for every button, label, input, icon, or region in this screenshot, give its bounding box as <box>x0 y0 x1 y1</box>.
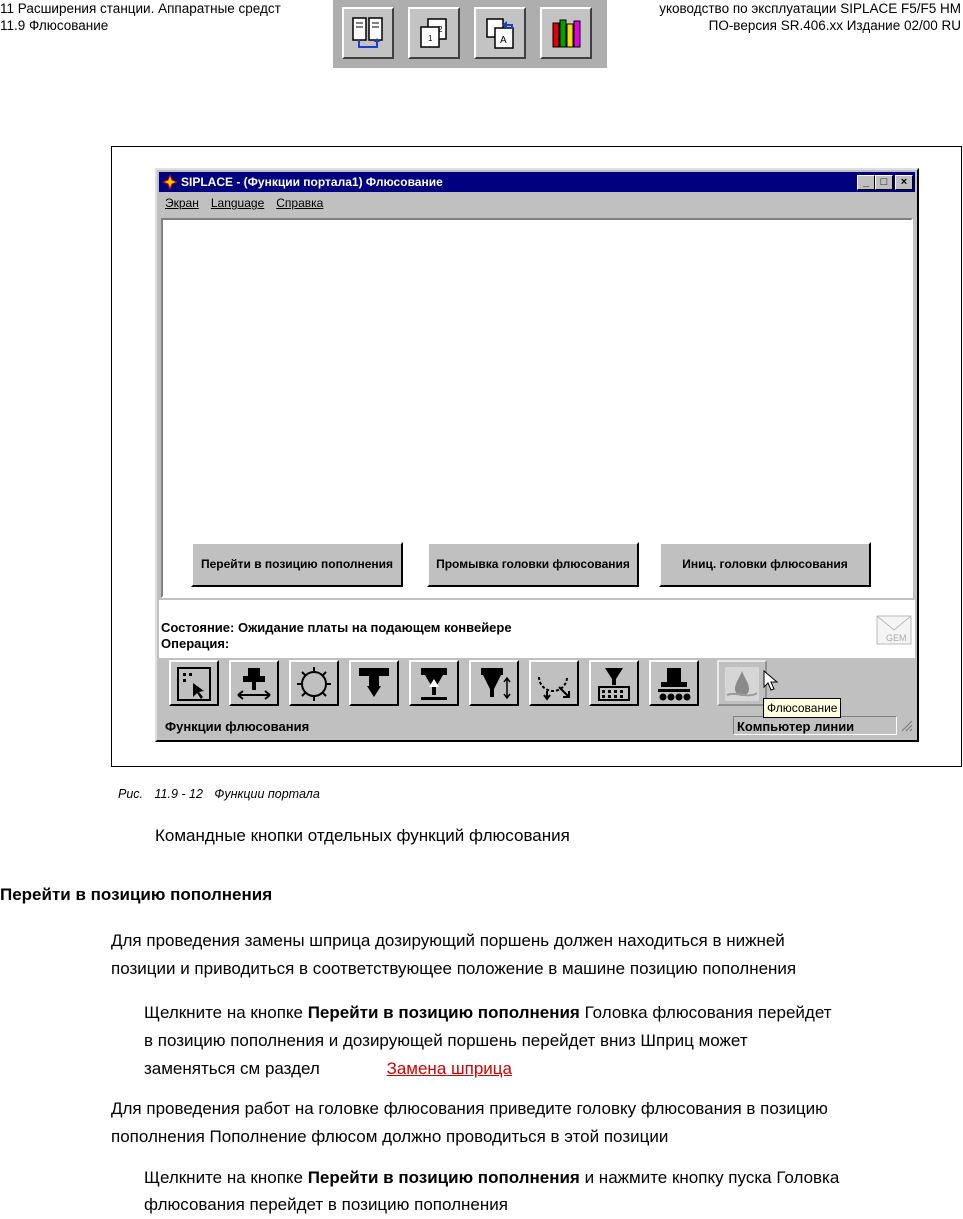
flush-flux-head-button[interactable]: Промывка головки флюсования <box>427 542 639 587</box>
step1-line3-pre: заменяться см раздел <box>144 1059 325 1078</box>
back-icon <box>482 15 518 51</box>
select-cursor-icon <box>175 665 213 703</box>
para2-line1: Для проведения работ на головке флюсования приведите головку флюсования в позицию <box>111 1099 828 1118</box>
caption-prefix: Рис. <box>118 787 144 801</box>
tool-revolver-button[interactable] <box>289 660 339 706</box>
tool-feeder-button[interactable] <box>589 660 639 706</box>
operation-label: Операция: <box>161 636 230 651</box>
close-button[interactable]: × <box>895 175 913 190</box>
figure-caption <box>118 787 320 801</box>
tool-revolver-rotate-button[interactable] <box>529 660 579 706</box>
statusbar-left: Функции флюсования <box>165 719 310 734</box>
mouse-cursor-icon <box>763 670 779 692</box>
head-move-icon <box>235 665 273 703</box>
step1-pre: Щелкните на кнопке <box>144 1003 308 1022</box>
step2-bold: Перейти в позицию пополнения <box>307 1168 580 1187</box>
menu-screen[interactable]: Экран <box>165 196 199 210</box>
toc-button[interactable] <box>342 7 394 59</box>
fluxing-tooltip: Флюсование <box>763 698 841 718</box>
tool-conveyor-button[interactable] <box>649 660 699 706</box>
step1-line3 <box>144 1056 512 1082</box>
tool-nozzle-height-button[interactable] <box>469 660 519 706</box>
step2-pre: Щелкните на кнопке <box>144 1168 308 1187</box>
pages-button[interactable] <box>408 7 460 59</box>
para1-line1: Для проведения замены шприца дозирующий поршень должен находиться в нижней <box>111 931 785 950</box>
revolver-icon <box>295 665 333 703</box>
step2-line1 <box>144 1165 839 1191</box>
siplace-app-icon <box>162 174 178 190</box>
step2-line2: флюсования перейдет в позицию пополнения <box>144 1195 508 1214</box>
window-titlebar[interactable] <box>159 172 915 192</box>
feeder-icon <box>595 665 633 703</box>
library-button[interactable] <box>540 7 592 59</box>
tool-pickup-down-button[interactable] <box>349 660 399 706</box>
menu-language[interactable]: Language <box>210 196 265 210</box>
tool-fluxing-button[interactable] <box>717 660 767 706</box>
header-left-line2: 11.9 Флюсование <box>0 18 109 33</box>
init-flux-head-button[interactable]: Иниц. головки флюсования <box>659 542 871 587</box>
fluxing-icon <box>723 665 761 703</box>
svg-text:1: 1 <box>428 34 433 43</box>
resize-grip-icon[interactable] <box>901 720 913 732</box>
document-nav-toolbar <box>333 0 607 68</box>
svg-text:2: 2 <box>438 25 443 34</box>
toc-icon <box>350 15 386 51</box>
header-right-line2: ПО-версия SR.406.xx Издание 02/00 RU <box>708 18 961 33</box>
nozzle-height-icon <box>475 665 513 703</box>
gem-label: GEM <box>886 633 907 643</box>
header-left-line1: 11 Расширения станции. Аппаратные средст <box>0 1 281 16</box>
goto-refill-position-button[interactable]: Перейти в позицию пополнения <box>191 542 403 587</box>
window-title: SIPLACE - (Функции портала1) Флюсование <box>181 175 443 189</box>
intro-text: Командные кнопки отдельных функций флюсования <box>155 826 570 845</box>
pickup-down-icon <box>355 665 393 703</box>
back-button[interactable] <box>474 7 526 59</box>
menu-bar <box>159 194 329 212</box>
minimize-button[interactable]: _ <box>857 175 875 190</box>
header-right-line1: уководство по эксплуатации SIPLACE F5/F5 HM <box>659 1 961 16</box>
siplace-window <box>155 168 919 742</box>
maximize-button[interactable]: □ <box>875 175 893 190</box>
conveyor-icon <box>655 665 693 703</box>
step1-line2: в позицию пополнения и дозирующей поршень перейдет вниз Шприц может <box>144 1031 748 1050</box>
main-content-area <box>161 218 913 598</box>
status-area <box>159 600 915 658</box>
replace-syringe-link[interactable]: Замена шприца <box>386 1059 512 1078</box>
para1-line2: позиции и приводиться в соответствующее положение в машине позицию пополнения <box>111 959 797 978</box>
pages-icon <box>416 15 452 51</box>
svg-text:A: A <box>500 35 507 46</box>
menu-help[interactable]: Справка <box>276 196 324 210</box>
gem-icon <box>875 612 913 646</box>
step1-post: Головка флюсования перейдет <box>579 1003 832 1022</box>
tool-pickup-up-button[interactable] <box>409 660 459 706</box>
caption-number: 11.9 - 12 <box>154 787 203 801</box>
statusbar-right: Компьютер линии <box>733 716 897 735</box>
pickup-up-icon <box>415 665 453 703</box>
step1-line1 <box>144 1000 832 1026</box>
tool-select-button[interactable] <box>169 660 219 706</box>
step2-post: и нажмите кнопку пуска Головка <box>579 1168 840 1187</box>
step1-bold: Перейти в позицию пополнения <box>307 1003 580 1022</box>
library-icon <box>548 15 584 51</box>
revolver-rotate-icon <box>535 665 573 703</box>
status-label: Состояние: Ожидание платы на подающем конвейере <box>161 620 512 635</box>
para2-line2: пополнения Пополнение флюсом должно проводиться в этой позиции <box>111 1127 669 1146</box>
section-heading: Перейти в позицию пополнения <box>0 885 273 904</box>
tool-head-move-button[interactable] <box>229 660 279 706</box>
caption-title: Функции портала <box>214 787 320 801</box>
